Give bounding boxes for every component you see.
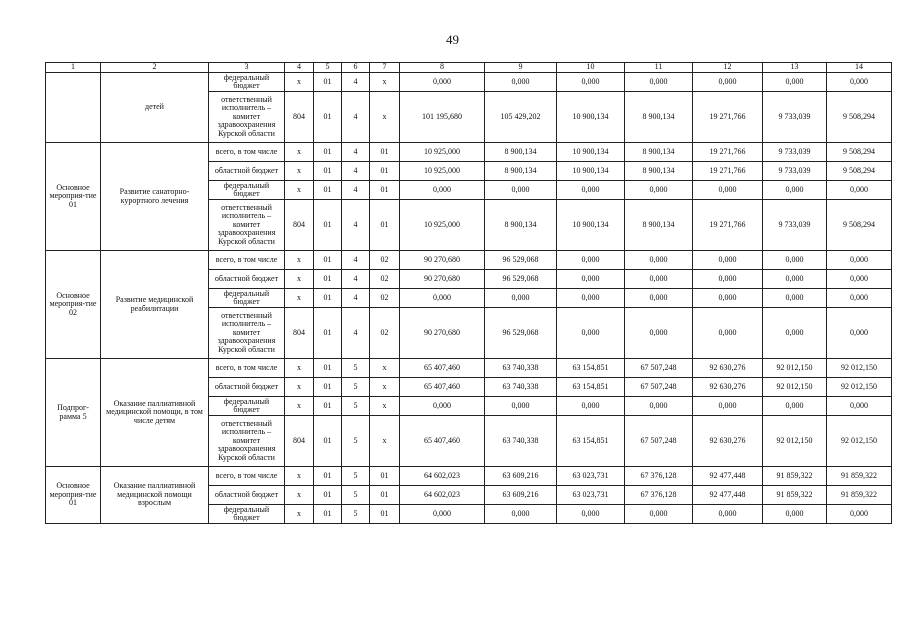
amount-cell: 63 154,851 [557, 416, 625, 467]
amount-cell: 10 900,134 [557, 200, 625, 251]
code-cell: 5 [342, 486, 370, 505]
amount-cell: 63 609,216 [485, 486, 557, 505]
code-cell: 01 [370, 486, 400, 505]
amount-cell: 9 733,039 [763, 92, 827, 143]
budget-table [45, 62, 892, 524]
funding-source-cell: всего, в том числе [209, 143, 285, 162]
code-cell: 01 [314, 73, 342, 92]
code-cell: 01 [370, 162, 400, 181]
code-cell: 01 [314, 486, 342, 505]
header-cell: 9 [485, 63, 557, 73]
amount-cell: 0,000 [763, 270, 827, 289]
amount-cell: 0,000 [763, 251, 827, 270]
amount-cell: 9 733,039 [763, 162, 827, 181]
code-cell: х [370, 416, 400, 467]
amount-cell: 0,000 [400, 397, 485, 416]
amount-cell: 63 154,851 [557, 359, 625, 378]
code-cell: 5 [342, 378, 370, 397]
amount-cell: 0,000 [557, 251, 625, 270]
code-cell: 01 [314, 251, 342, 270]
amount-cell: 8 900,134 [625, 143, 693, 162]
amount-cell: 0,000 [625, 289, 693, 308]
amount-cell: 63 023,731 [557, 467, 625, 486]
amount-cell: 63 023,731 [557, 486, 625, 505]
code-cell: 4 [342, 143, 370, 162]
code-cell: 4 [342, 181, 370, 200]
code-cell: 01 [314, 397, 342, 416]
amount-cell: 0,000 [485, 397, 557, 416]
code-cell: 4 [342, 251, 370, 270]
amount-cell: 0,000 [557, 270, 625, 289]
table-row [46, 359, 892, 378]
amount-cell: 67 376,128 [625, 467, 693, 486]
header-cell: 14 [827, 63, 892, 73]
header-cell: 2 [101, 63, 209, 73]
code-cell: 01 [314, 505, 342, 524]
funding-source-cell: федеральный бюджет [209, 73, 285, 92]
amount-cell: 8 900,134 [485, 200, 557, 251]
code-cell: х [285, 251, 314, 270]
funding-source-cell: федеральный бюджет [209, 181, 285, 200]
amount-cell: 19 271,766 [693, 92, 763, 143]
amount-cell: 10 900,134 [557, 143, 625, 162]
table-row [46, 467, 892, 486]
code-cell: 01 [314, 467, 342, 486]
header-cell: 6 [342, 63, 370, 73]
code-cell: х [285, 270, 314, 289]
table-row [46, 251, 892, 270]
table-body [46, 73, 892, 524]
amount-cell: 63 740,338 [485, 378, 557, 397]
code-cell: х [285, 181, 314, 200]
amount-cell: 0,000 [557, 308, 625, 359]
program-cell: Основное мероприя-тие 01 [46, 467, 101, 524]
amount-cell: 8 900,134 [625, 92, 693, 143]
code-cell: х [285, 486, 314, 505]
code-cell: 4 [342, 92, 370, 143]
amount-cell: 65 407,460 [400, 416, 485, 467]
funding-source-cell: федеральный бюджет [209, 289, 285, 308]
code-cell: 01 [314, 378, 342, 397]
code-cell: 02 [370, 251, 400, 270]
amount-cell: 65 407,460 [400, 378, 485, 397]
amount-cell: 9 508,294 [827, 92, 892, 143]
amount-cell: 67 507,248 [625, 416, 693, 467]
amount-cell: 96 529,068 [485, 308, 557, 359]
header-cell: 7 [370, 63, 400, 73]
amount-cell: 0,000 [827, 270, 892, 289]
amount-cell: 0,000 [625, 308, 693, 359]
amount-cell: 0,000 [693, 251, 763, 270]
amount-cell: 101 195,680 [400, 92, 485, 143]
code-cell: 01 [370, 143, 400, 162]
amount-cell: 0,000 [485, 181, 557, 200]
amount-cell: 92 012,150 [763, 416, 827, 467]
amount-cell: 91 859,322 [763, 467, 827, 486]
amount-cell: 9 508,294 [827, 162, 892, 181]
header-cell: 13 [763, 63, 827, 73]
code-cell: 4 [342, 200, 370, 251]
amount-cell: 92 630,276 [693, 378, 763, 397]
amount-cell: 0,000 [763, 397, 827, 416]
amount-cell: 0,000 [693, 73, 763, 92]
amount-cell: 67 507,248 [625, 378, 693, 397]
amount-cell: 65 407,460 [400, 359, 485, 378]
amount-cell: 92 630,276 [693, 359, 763, 378]
code-cell: 5 [342, 416, 370, 467]
program-cell: Основное мероприя-тие 02 [46, 251, 101, 359]
amount-cell: 0,000 [625, 181, 693, 200]
code-cell: х [370, 92, 400, 143]
amount-cell: 92 477,448 [693, 467, 763, 486]
code-cell: х [370, 378, 400, 397]
amount-cell: 63 740,338 [485, 416, 557, 467]
amount-cell: 0,000 [400, 505, 485, 524]
amount-cell: 90 270,680 [400, 308, 485, 359]
amount-cell: 67 376,128 [625, 486, 693, 505]
amount-cell: 90 270,680 [400, 251, 485, 270]
amount-cell: 91 859,322 [763, 486, 827, 505]
header-cell: 1 [46, 63, 101, 73]
amount-cell: 91 859,322 [827, 467, 892, 486]
code-cell: 4 [342, 270, 370, 289]
amount-cell: 0,000 [827, 289, 892, 308]
amount-cell: 9 733,039 [763, 143, 827, 162]
amount-cell: 92 477,448 [693, 486, 763, 505]
code-cell: 01 [314, 162, 342, 181]
amount-cell: 10 925,000 [400, 200, 485, 251]
amount-cell: 0,000 [400, 181, 485, 200]
code-cell: 804 [285, 92, 314, 143]
header-cell: 3 [209, 63, 285, 73]
amount-cell: 0,000 [485, 289, 557, 308]
amount-cell: 0,000 [763, 308, 827, 359]
funding-source-cell: всего, в том числе [209, 359, 285, 378]
program-cell [46, 73, 101, 143]
name-cell: детей [101, 73, 209, 143]
code-cell: х [285, 397, 314, 416]
code-cell: х [285, 73, 314, 92]
amount-cell: 0,000 [625, 505, 693, 524]
code-cell: 01 [370, 200, 400, 251]
amount-cell: 0,000 [693, 505, 763, 524]
amount-cell: 0,000 [557, 289, 625, 308]
amount-cell: 91 859,322 [827, 486, 892, 505]
amount-cell: 92 012,150 [827, 359, 892, 378]
code-cell: х [370, 397, 400, 416]
code-cell: 01 [314, 200, 342, 251]
code-cell: 5 [342, 397, 370, 416]
amount-cell: 8 900,134 [485, 143, 557, 162]
code-cell: 01 [314, 289, 342, 308]
code-cell: х [285, 162, 314, 181]
amount-cell: 0,000 [827, 251, 892, 270]
amount-cell: 67 507,248 [625, 359, 693, 378]
amount-cell: 64 602,023 [400, 486, 485, 505]
amount-cell: 0,000 [763, 73, 827, 92]
code-cell: 5 [342, 467, 370, 486]
amount-cell: 63 609,216 [485, 467, 557, 486]
amount-cell: 92 012,150 [827, 378, 892, 397]
amount-cell: 0,000 [827, 308, 892, 359]
funding-source-cell: федеральный бюджет [209, 505, 285, 524]
name-cell: Оказание паллиативной медицинской помощи взрослым [101, 467, 209, 524]
amount-cell: 92 012,150 [827, 416, 892, 467]
amount-cell: 0,000 [827, 505, 892, 524]
amount-cell: 0,000 [400, 289, 485, 308]
amount-cell: 0,000 [763, 181, 827, 200]
name-cell: Развитие санаторно-курортного лечения [101, 143, 209, 251]
code-cell: 804 [285, 308, 314, 359]
amount-cell: 92 012,150 [763, 359, 827, 378]
code-cell: 804 [285, 200, 314, 251]
amount-cell: 0,000 [625, 251, 693, 270]
code-cell: 804 [285, 416, 314, 467]
amount-cell: 0,000 [763, 505, 827, 524]
funding-source-cell: областной бюджет [209, 270, 285, 289]
funding-source-cell: ответственный исполнитель – комитет здравоохранения Курской области [209, 416, 285, 467]
code-cell: х [370, 73, 400, 92]
name-cell: Развитие медицинской реабилитации [101, 251, 209, 359]
amount-cell: 0,000 [400, 73, 485, 92]
code-cell: 4 [342, 73, 370, 92]
funding-source-cell: областной бюджет [209, 486, 285, 505]
header-cell: 5 [314, 63, 342, 73]
code-cell: 01 [370, 505, 400, 524]
amount-cell: 0,000 [625, 270, 693, 289]
code-cell: 01 [314, 359, 342, 378]
amount-cell: 9 733,039 [763, 200, 827, 251]
code-cell: х [370, 359, 400, 378]
amount-cell: 8 900,134 [625, 162, 693, 181]
funding-source-cell: всего, в том числе [209, 467, 285, 486]
code-cell: х [285, 467, 314, 486]
code-cell: 01 [314, 416, 342, 467]
code-cell: 01 [314, 143, 342, 162]
code-cell: х [285, 378, 314, 397]
amount-cell: 9 508,294 [827, 143, 892, 162]
amount-cell: 10 925,000 [400, 162, 485, 181]
table-row [46, 73, 892, 92]
code-cell: 02 [370, 270, 400, 289]
amount-cell: 10 900,134 [557, 92, 625, 143]
amount-cell: 0,000 [625, 73, 693, 92]
code-cell: 4 [342, 289, 370, 308]
amount-cell: 10 925,000 [400, 143, 485, 162]
header-cell: 11 [625, 63, 693, 73]
code-cell: х [285, 359, 314, 378]
amount-cell: 0,000 [557, 73, 625, 92]
page-number: 49 [446, 32, 459, 47]
code-cell: х [285, 143, 314, 162]
amount-cell: 105 429,202 [485, 92, 557, 143]
amount-cell: 92 012,150 [763, 378, 827, 397]
code-cell: 4 [342, 162, 370, 181]
amount-cell: 0,000 [827, 73, 892, 92]
code-cell: 4 [342, 308, 370, 359]
code-cell: 5 [342, 359, 370, 378]
amount-cell: 63 740,338 [485, 359, 557, 378]
amount-cell: 10 900,134 [557, 162, 625, 181]
amount-cell: 96 529,068 [485, 270, 557, 289]
header-cell: 10 [557, 63, 625, 73]
amount-cell: 0,000 [827, 397, 892, 416]
amount-cell: 0,000 [557, 181, 625, 200]
code-cell: 02 [370, 308, 400, 359]
funding-source-cell: ответственный исполнитель – комитет здравоохранения Курской области [209, 200, 285, 251]
funding-source-cell: ответственный исполнитель – комитет здравоохранения Курской области [209, 308, 285, 359]
amount-cell: 0,000 [625, 397, 693, 416]
amount-cell: 0,000 [693, 397, 763, 416]
code-cell: 01 [314, 308, 342, 359]
funding-source-cell: областной бюджет [209, 378, 285, 397]
amount-cell: 63 154,851 [557, 378, 625, 397]
code-cell: 01 [314, 270, 342, 289]
amount-cell: 19 271,766 [693, 162, 763, 181]
code-cell: 01 [370, 181, 400, 200]
amount-cell: 0,000 [693, 308, 763, 359]
amount-cell: 0,000 [485, 73, 557, 92]
name-cell: Оказание паллиативной медицинской помощи, в том числе детям [101, 359, 209, 467]
code-cell: х [285, 289, 314, 308]
funding-source-cell: ответственный исполнитель – комитет здравоохранения Курской области [209, 92, 285, 143]
code-cell: 02 [370, 289, 400, 308]
code-cell: 5 [342, 505, 370, 524]
header-cell: 8 [400, 63, 485, 73]
amount-cell: 0,000 [557, 397, 625, 416]
amount-cell: 0,000 [485, 505, 557, 524]
header-row [46, 63, 892, 73]
funding-source-cell: федеральный бюджет [209, 397, 285, 416]
amount-cell: 0,000 [763, 289, 827, 308]
amount-cell: 64 602,023 [400, 467, 485, 486]
amount-cell: 8 900,134 [485, 162, 557, 181]
header-cell: 12 [693, 63, 763, 73]
amount-cell: 0,000 [557, 505, 625, 524]
code-cell: 01 [370, 467, 400, 486]
amount-cell: 19 271,766 [693, 200, 763, 251]
amount-cell: 0,000 [693, 289, 763, 308]
funding-source-cell: всего, в том числе [209, 251, 285, 270]
code-cell: 01 [314, 181, 342, 200]
table-row [46, 143, 892, 162]
code-cell: х [285, 505, 314, 524]
amount-cell: 96 529,068 [485, 251, 557, 270]
program-cell: Подпрог-рамма 5 [46, 359, 101, 467]
program-cell: Основное мероприя-тие 01 [46, 143, 101, 251]
amount-cell: 9 508,294 [827, 200, 892, 251]
header-cell: 4 [285, 63, 314, 73]
amount-cell: 0,000 [693, 181, 763, 200]
funding-source-cell: областной бюджет [209, 162, 285, 181]
amount-cell: 90 270,680 [400, 270, 485, 289]
amount-cell: 0,000 [693, 270, 763, 289]
amount-cell: 19 271,766 [693, 143, 763, 162]
amount-cell: 92 630,276 [693, 416, 763, 467]
amount-cell: 0,000 [827, 181, 892, 200]
code-cell: 01 [314, 92, 342, 143]
amount-cell: 8 900,134 [625, 200, 693, 251]
